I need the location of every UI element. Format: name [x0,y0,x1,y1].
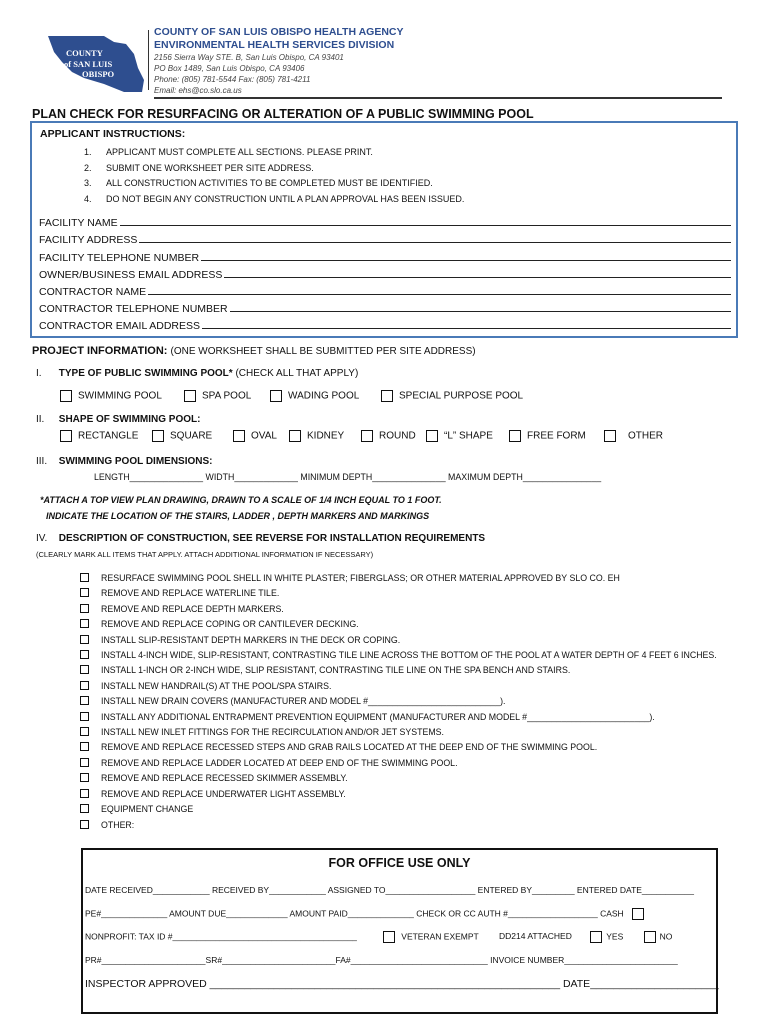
checkbox-icon[interactable] [152,430,164,442]
checkbox-free-form[interactable]: FREE FORM [509,430,586,442]
construction-item[interactable]: INSTALL NEW DRAIN COVERS (MANUFACTURER AND MODEL #___________________________). [80,694,720,709]
checkbox-icon[interactable] [80,681,89,690]
construction-item[interactable]: OTHER: [80,818,720,833]
checkbox-special-purpose-pool[interactable]: SPECIAL PURPOSE POOL [381,390,523,402]
construction-item[interactable]: REMOVE AND REPLACE RECESSED SKIMMER ASSEMBLY. [80,771,720,786]
construction-item[interactable]: REMOVE AND REPLACE COPING OR CANTILEVER DECKING. [80,617,720,632]
checkbox-icon[interactable] [270,390,282,402]
field-contractor-name[interactable]: CONTRACTOR NAME [39,281,731,298]
checkbox-icon[interactable] [80,619,89,628]
county-logo [44,32,146,98]
instruction-item: 4. DO NOT BEGIN ANY CONSTRUCTION UNTIL A PLAN APPROVAL HAS BEEN ISSUED. [84,193,465,204]
section-4-note: (CLEARLY MARK ALL ITEMS THAT APPLY. ATTACH ADDITIONAL INFORMATION IF NECESSARY) [36,550,374,559]
logo-line-2: of SAN LUIS [64,59,113,69]
indicate-note: INDICATE THE LOCATION OF THE STAIRS, LADDER , DEPTH MARKERS AND MARKINGS [46,511,430,521]
checkbox-icon[interactable] [80,696,89,705]
construction-item[interactable]: EQUIPMENT CHANGE [80,802,720,817]
section-1-heading: I. TYPE OF PUBLIC SWIMMING POOL* (CHECK ALL THAT APPLY) [36,368,359,379]
header-divider [148,30,149,90]
construction-item[interactable]: REMOVE AND REPLACE RECESSED STEPS AND GRAB RAILS LOCATED AT THE DEEP END OF THE SWIMMING POOL. [80,740,720,755]
checkbox-icon[interactable] [80,742,89,751]
construction-item[interactable]: INSTALL NEW INLET FITTINGS FOR THE RECIRCULATION AND/OR JET SYSTEMS. [80,725,720,740]
checkbox-icon[interactable] [80,789,89,798]
checkbox-round[interactable]: ROUND [361,430,416,442]
checkbox-icon[interactable] [80,804,89,813]
checkbox-icon[interactable] [80,758,89,767]
instruction-item: 3. ALL CONSTRUCTION ACTIVITIES TO BE COMPLETED MUST BE IDENTIFIED. [84,178,433,188]
checkbox-icon[interactable] [381,390,393,402]
instruction-item: 2. SUBMIT ONE WORKSHEET PER SITE ADDRESS. [84,162,314,173]
checkbox-icon[interactable] [233,430,245,442]
agency-name: COUNTY OF SAN LUIS OBISPO HEALTH AGENCY [154,26,404,38]
checkbox-wading-pool[interactable]: WADING POOL [270,390,359,402]
field-contractor-telephone[interactable]: CONTRACTOR TELEPHONE NUMBER [39,298,731,315]
field-facility-name[interactable]: FACILITY NAME [39,212,731,229]
field-facility-telephone[interactable]: FACILITY TELEPHONE NUMBER [39,246,731,263]
construction-item[interactable]: INSTALL SLIP-RESISTANT DEPTH MARKERS IN THE DECK OR COPING. [80,633,720,648]
construction-item[interactable]: INSTALL 4-INCH WIDE, SLIP-RESISTANT, CONTRASTING TILE LINE ACROSS THE BOTTOM OF THE POOL AT A WATER DEPTH OF 4 FEET 6 INCHES. [80,648,720,663]
checkbox-icon[interactable] [509,430,521,442]
section-3-heading: III. SWIMMING POOL DIMENSIONS: [36,456,213,467]
office-row-invoice[interactable]: PR#______________________SR#________________________FA#_____________________________ INVOICE NUMBER________________________ [85,955,678,965]
construction-item[interactable]: INSTALL NEW HANDRAIL(S) AT THE POOL/SPA STAIRS. [80,679,720,694]
construction-item[interactable]: RESURFACE SWIMMING POOL SHELL IN WHITE PLASTER; FIBERGLASS; OR OTHER MATERIAL APPROVED BY SLO CO. EH [80,571,720,586]
checkbox-icon[interactable] [80,773,89,782]
checkbox-oval[interactable]: OVAL [233,430,277,442]
checkbox-icon[interactable] [289,430,301,442]
project-info-heading: PROJECT INFORMATION: (ONE WORKSHEET SHALL BE SUBMITTED PER SITE ADDRESS) [32,345,476,357]
office-row-payment: PE#______________ AMOUNT DUE_____________ AMOUNT PAID______________ CHECK OR CC AUTH #___________________ CASH [85,908,644,920]
office-row-received[interactable]: DATE RECEIVED____________ RECEIVED BY____________ ASSIGNED TO___________________ ENTERED BY_________ ENTERED DATE___________ [85,885,694,895]
section-2-heading: II. SHAPE OF SWIMMING POOL: [36,414,201,425]
construction-item[interactable]: REMOVE AND REPLACE UNDERWATER LIGHT ASSEMBLY. [80,787,720,802]
contact-block [154,52,344,96]
construction-item[interactable]: INSTALL ANY ADDITIONAL ENTRAPMENT PREVENTION EQUIPMENT (MANUFACTURER AND MODEL #_________________________). [80,710,720,725]
checkbox-icon[interactable] [184,390,196,402]
construction-item[interactable]: REMOVE AND REPLACE WATERLINE TILE. [80,586,720,601]
yes-checkbox[interactable] [590,931,602,943]
construction-item[interactable]: REMOVE AND REPLACE LADDER LOCATED AT DEEP END OF THE SWIMMING POOL. [80,756,720,771]
checkbox-rectangle[interactable]: RECTANGLE [60,430,138,442]
checkbox-spa-pool[interactable]: SPA POOL [184,390,251,402]
checkbox-icon[interactable] [80,712,89,721]
checkbox-kidney[interactable]: KIDNEY [289,430,344,442]
checkbox-icon[interactable] [80,820,89,829]
attach-note: *ATTACH A TOP VIEW PLAN DRAWING, DRAWN TO A SCALE OF 1/4 INCH EQUAL TO 1 FOOT. [40,495,442,505]
checkbox-icon[interactable] [426,430,438,442]
field-owner-email[interactable]: OWNER/BUSINESS EMAIL ADDRESS [39,264,731,281]
checkbox-icon[interactable] [60,390,72,402]
logo-line-3: OBISPO [82,69,115,79]
phone-line: Phone: (805) 781-5544 Fax: (805) 781-4211 [154,75,311,84]
checkbox-icon[interactable] [80,635,89,644]
applicant-fields [39,212,731,332]
address-line-2: PO Box 1489, San Luis Obispo, CA 93406 [154,64,305,73]
dimensions-fields[interactable]: LENGTH_______________ WIDTH_____________ MINIMUM DEPTH_______________ MAXIMUM DEPTH________________ [94,472,602,482]
inspector-approved-row[interactable]: INSPECTOR APPROVED ____________________________________________________________ DATE______________________ [85,978,719,990]
logo-line-1: COUNTY [66,48,103,58]
office-use-title: FOR OFFICE USE ONLY [328,856,471,870]
checkbox-icon[interactable] [80,665,89,674]
checkbox-swimming-pool[interactable]: SWIMMING POOL [60,390,162,402]
veteran-exempt-checkbox[interactable] [383,931,395,943]
instruction-item: 1. APPLICANT MUST COMPLETE ALL SECTIONS. PLEASE PRINT. [84,147,373,157]
checkbox-square[interactable]: SQUARE [152,430,212,442]
header-rule [154,97,722,99]
office-row-nonprofit: NONPROFIT: TAX ID #_______________________________________ VETERAN EXEMPT DD214 ATTACHED YES NO [85,931,673,942]
construction-list [80,571,720,833]
field-facility-address[interactable]: FACILITY ADDRESS [39,229,731,246]
checkbox-icon[interactable] [80,604,89,613]
field-contractor-email[interactable]: CONTRACTOR EMAIL ADDRESS [39,315,731,332]
checkbox-icon[interactable] [80,727,89,736]
cash-checkbox[interactable] [632,908,644,920]
checkbox-icon[interactable] [80,588,89,597]
form-title: PLAN CHECK FOR RESURFACING OR ALTERATION OF A PUBLIC SWIMMING POOL [32,107,534,121]
instructions-heading: APPLICANT INSTRUCTIONS: [40,128,186,140]
construction-item[interactable]: INSTALL 1-INCH OR 2-INCH WIDE, SLIP RESISTANT, CONTRASTING TILE LINE ON THE SPA BENCH AND STAIRS. [80,663,720,678]
no-checkbox[interactable] [644,931,656,943]
construction-item[interactable]: REMOVE AND REPLACE DEPTH MARKERS. [80,602,720,617]
checkbox-icon[interactable] [80,650,89,659]
section-4-heading: IV. DESCRIPTION OF CONSTRUCTION, SEE REVERSE FOR INSTALLATION REQUIREMENTS [36,533,486,544]
email-line: Email: ehs@co.slo.ca.us [154,86,242,95]
instructions-list [84,145,464,207]
checkbox-icon[interactable] [361,430,373,442]
checkbox-icon[interactable] [80,573,89,582]
checkbox-l-shape[interactable]: “L” SHAPE [426,430,493,442]
checkbox-icon[interactable] [60,430,72,442]
division-name: ENVIRONMENTAL HEALTH SERVICES DIVISION [154,39,395,51]
agency-block [154,26,404,52]
address-line-1: 2156 Sierra Way STE. B, San Luis Obispo, CA 93401 [154,53,344,62]
checkbox-other-shape[interactable]: OTHER [604,430,663,442]
checkbox-icon[interactable] [604,430,616,442]
